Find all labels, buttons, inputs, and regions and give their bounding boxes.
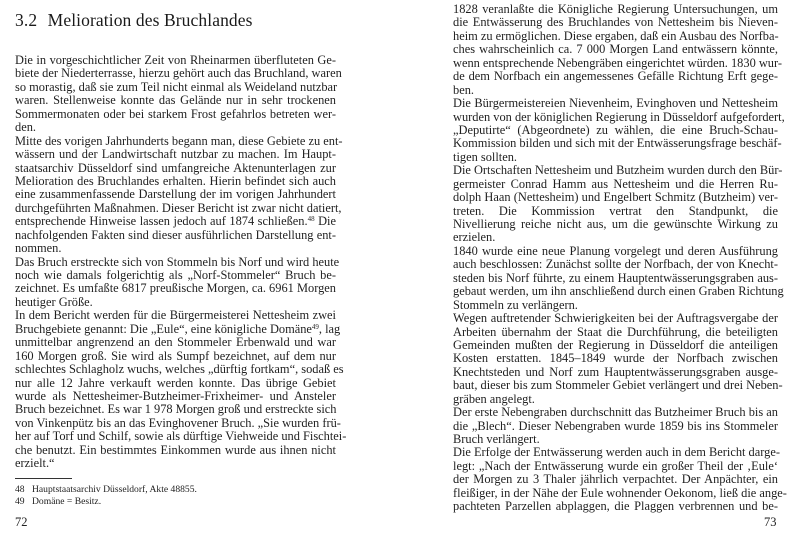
text-line: ben. xyxy=(453,82,474,97)
text-line: steden bis Norf führte, zu einem Hauptentwässerungsgraben aus- xyxy=(453,270,778,285)
text-line: Melioration des Bruchlandes erhalten. Hierin befindet sich auch xyxy=(15,173,336,188)
text-line: heim zu ermöglichen. Diese ergaben, daß ein Ausbau des Norfba- xyxy=(453,28,779,43)
footnote-number: 48 xyxy=(15,484,25,495)
right-body-text xyxy=(453,2,787,514)
text-line: „Deputirte“ (Abgeordnete) zu wählen, die eine Bruch-Schau- xyxy=(453,122,778,137)
text-line: zeichnet. Es umfaßte 6817 preußische Morgen, ca. 6961 Morgen xyxy=(15,281,336,296)
text-line: gebaut werden, um ihn anschließend durch einen Graben Richtung xyxy=(453,284,784,299)
text-line: den. xyxy=(15,120,36,135)
text-line: erzielen. xyxy=(453,230,496,245)
footnote-text: Hauptstaatsarchiv Düsseldorf, Akte 48855. xyxy=(32,484,197,495)
text-line: erzielt.“ xyxy=(15,456,55,471)
footnote-ref-48[interactable]: 48 xyxy=(307,215,315,224)
text-line: heutiger Größe. xyxy=(15,294,93,309)
text-line: 160 Morgen groß. Sie wird als Sumpf bezeichnet, auf dem nur xyxy=(15,348,336,363)
text-line: Das Bruch erstreckte sich von Stommeln bis Norf und wird heute xyxy=(15,254,340,269)
text-line: Der erste Nebengraben durchschnitt das Butzheimer Bruch bis an xyxy=(453,405,778,420)
text-line: dolph Haan (Nettesheim) und Engelbert Schmitz (Butzheim) ver- xyxy=(453,190,778,205)
text-line: Die Bürgermeistereien Nievenheim, Evinghoven und Nettesheim xyxy=(453,96,778,111)
text-line: unmittelbar angrenzend an den Stommeler Erbenwald und war xyxy=(15,335,336,350)
text-line: Mitte des vorigen Jahrhunderts begann man, diese Gebiete zu ent- xyxy=(15,133,343,148)
footnote-text: Domäne = Besitz. xyxy=(32,495,102,507)
text-line: der Morgen zu 3 Thaler jährlich verpachtet. Der Anpächter, ein xyxy=(453,472,778,487)
text-line: Die in vorgeschichtlicher Zeit von Rheinarmen überfluteten Ge- xyxy=(15,53,336,67)
section-number: 3.2 xyxy=(15,10,38,30)
text-line: Nivellierung reiche nicht aus, um die gewünschte Wirkung zu xyxy=(453,217,778,231)
text-line: che benutzt. Ein bestimmtes Einkommen wurde aus ihnen nicht xyxy=(15,442,336,457)
text-line: wenn entsprechende Nebengräben eingerichtet würden. 1830 wur- xyxy=(453,55,783,70)
page-number-right: 73 xyxy=(764,515,777,529)
text-line: de dem Norfbach ein angemessenes Gefälle Richtung Erft gege- xyxy=(453,69,778,84)
text-line: tigen sollten. xyxy=(453,149,518,164)
text-line: 1840 wurde eine neue Planung vorgelegt und deren Ausführung xyxy=(453,243,778,258)
text-fragment: Die xyxy=(314,214,336,229)
text-fragment: , lag xyxy=(318,321,341,336)
section-title: Melioration des Bruchlandes xyxy=(47,10,253,30)
footnote-divider xyxy=(15,478,72,479)
text-line: ches wahrscheinlich ca. 7 000 Morgen Land entwässern könnte, xyxy=(453,42,778,57)
text-line: Knechtsteden und Norf zum Hauptentwässerungsgraben ausge- xyxy=(453,364,778,379)
text-line: legt: „Nach der Entwässerung wurde ein großer Theil der ‚Eule‘ xyxy=(453,458,778,473)
text-line: auch beschlossen: Zunächst sollte der Norfbach, der von Knecht- xyxy=(453,257,778,272)
footnote-number: 49 xyxy=(15,495,25,507)
section-heading xyxy=(15,10,253,30)
text-line: waren. Stellenweise konnte das Gelände nur in sehr trockenen xyxy=(15,93,336,108)
text-line: Arbeiten übernahm der Staat die Durchführung, die beteiligten xyxy=(453,324,778,339)
footnote-ref-49[interactable]: 49 xyxy=(311,322,319,331)
text-line: In dem Bericht werden für die Bürgermeisterei Nettesheim zwei xyxy=(15,308,336,323)
text-line: eine zusammenfassende Darstellung der im vorigen Jahrhundert xyxy=(15,187,336,202)
text-line: Bruch verlängert. xyxy=(453,432,540,446)
text-line: her auf Torf und Schilf, sowie als dürftige Viehweide und Fischtei- xyxy=(15,429,347,444)
text-line: wurden von der königlichen Regierung in Düsseldorf aufgefordert, xyxy=(453,109,785,124)
text-line: Bruch bezeichnet. Es war 1 978 Morgen groß und erstreckte sich xyxy=(15,402,337,417)
text-line: Gemeinden mußten der Regierung in Düsseldorf die anteiligen xyxy=(453,337,778,352)
text-line: so morastig, daß sie zum Teil nicht einmal als Weideland nutzbar xyxy=(15,79,338,94)
text-line: baut, dieser bis zum Stommeler Gebiet verlängert und drei Neben- xyxy=(453,378,783,393)
text-line: nachfolgenden Fakten sind dieser ausführlichen Darstellung ent- xyxy=(15,227,336,242)
text-line: biete der Niederterrasse, hierzu gehört auch das Bruchland, waren xyxy=(15,66,342,81)
text-line: Die Ortschaften Nettesheim und Butzheim wurden durch den Bür- xyxy=(453,163,783,178)
text-line: schlechtes Schlagholz wuchs, welches „dürftig fortkam“, sodaß es xyxy=(15,362,344,377)
text-line: Die Erfolge der Entwässerung werden auch in dem Bericht darge- xyxy=(453,445,780,460)
text-line: staatsarchiv Düsseldorf sind umfangreiche Aktenunterlagen zur xyxy=(15,160,336,175)
text-line: durchgeführten Maßnahmen. Dieser Bericht ist zwar nicht datiert, xyxy=(15,200,342,215)
text-fragment: Bruchgebiete genannt: Die „Eule“, eine königliche Domäne xyxy=(15,321,312,336)
page-number-left: 72 xyxy=(15,515,28,529)
text-line: gräben angelegt. xyxy=(453,391,535,406)
text-line: die Entwässerung des Bruchlandes von Nettesheim bis Nieven- xyxy=(453,15,778,30)
footnote-49 xyxy=(15,496,197,508)
footnote-48 xyxy=(15,484,197,496)
text-line: 1828 veranlaßte die Königliche Regierung Untersuchungen, um xyxy=(453,2,778,16)
text-line: fleißiger, in der Nähe der Eule wohnender Oekonom, ließ die ange- xyxy=(453,485,787,500)
text-line: von Vinkenpütz bis an das Evinghovener Bruch. „Sie wurden frü- xyxy=(15,415,341,430)
text-line-with-footnote xyxy=(15,215,336,228)
text-line: wässern und der Landwirtschaft nutzbar zu machen. Im Haupt- xyxy=(15,147,336,162)
right-page xyxy=(400,0,799,535)
text-line: Wegen auftretender Schwierigkeiten bei der Auftragsvergabe der xyxy=(453,311,778,326)
text-line: nommen. xyxy=(15,241,62,256)
text-line: nur alle 12 Jahre verkauft werden konnte. Das übrige Gebiet xyxy=(15,375,336,390)
text-line: wurde als Nettesheimer-Butzheimer-Frixheimer- und Ansteler xyxy=(15,388,336,403)
text-line: die „Blech“. Dieser Nebengraben wurde 1859 bis ins Stommeler xyxy=(453,418,778,433)
text-line: germeister Conrad Hamm aus Nettesheim und die Herren Ru- xyxy=(453,176,778,191)
text-line: Kosten erstatten. 1845–1849 wurde der Norfbach zwischen xyxy=(453,351,778,366)
text-fragment: entsprechende Hinweise lassen jedoch auf 1874 schließen. xyxy=(15,214,308,229)
text-line: noch wie damals folgerichtig als „Norf-Stommeler“ Bruch be- xyxy=(15,268,336,282)
text-line: Stommeln zu verlängern. xyxy=(453,297,578,312)
text-line-with-footnote xyxy=(15,321,341,336)
text-line: treten. Die Kommission vertrat den Standpunkt, die xyxy=(453,203,778,218)
footnotes xyxy=(15,484,197,507)
text-line: Sommermonaten oder bei starkem Frost gefahrlos betreten wer- xyxy=(15,106,336,121)
text-line: Kommission bilden und sich mit der Entwässerungsfrage beschäf- xyxy=(453,136,782,151)
left-body-text xyxy=(15,53,347,471)
text-line: pachteten Parzellen abplaggen, die Plaggen verbrennen und be- xyxy=(453,499,778,514)
